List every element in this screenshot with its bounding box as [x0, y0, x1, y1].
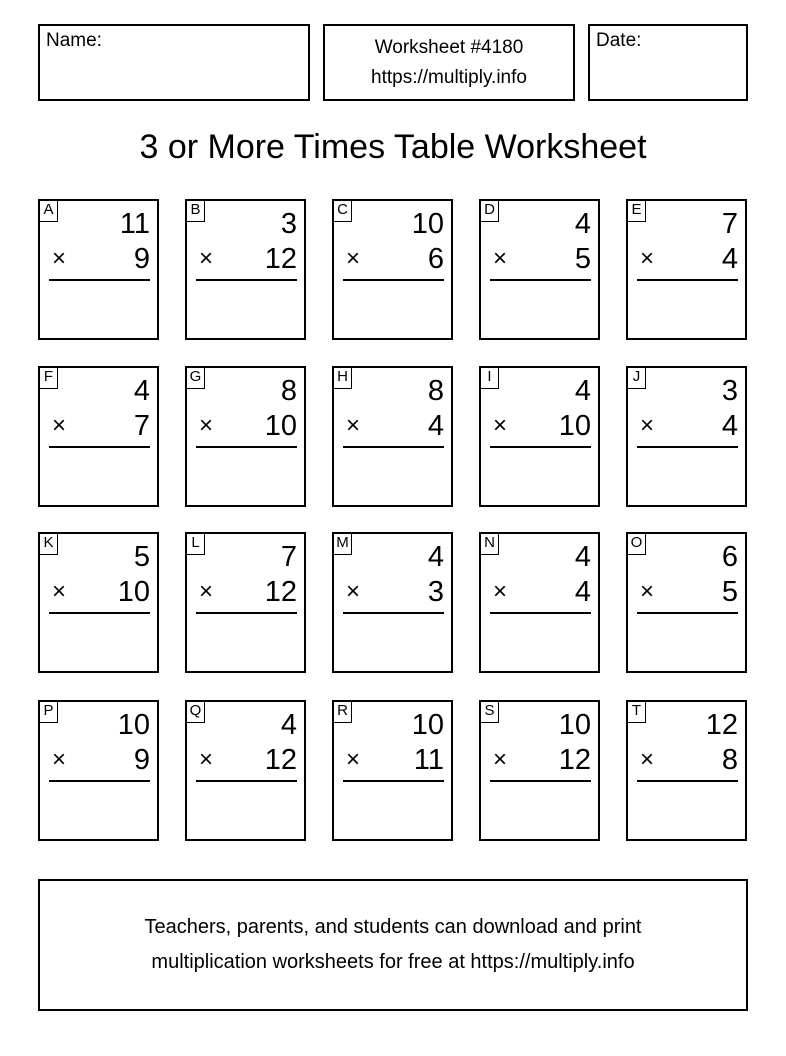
problem-letter: E	[627, 200, 646, 222]
multiply-sign: ×	[640, 746, 655, 773]
multiply-sign: ×	[493, 746, 508, 773]
multiplicand: 5	[133, 541, 150, 573]
problem-card[interactable]	[479, 532, 600, 673]
answer-line	[490, 612, 591, 614]
problem-letter: G	[186, 367, 205, 389]
multiplier: 10	[117, 576, 150, 608]
problem-letter: Q	[186, 701, 205, 723]
answer-line	[196, 279, 297, 281]
multiplier: 11	[413, 744, 444, 776]
problem-card[interactable]	[185, 199, 306, 340]
problem-card[interactable]	[185, 366, 306, 507]
problem-letter: L	[186, 533, 205, 555]
multiply-sign: ×	[493, 412, 508, 439]
multiplicand: 4	[574, 208, 591, 240]
answer-line	[49, 612, 150, 614]
problem-card[interactable]	[479, 700, 600, 841]
multiplier: 10	[558, 410, 591, 442]
multiplicand: 3	[721, 375, 738, 407]
problem-card[interactable]	[332, 532, 453, 673]
answer-line	[343, 780, 444, 782]
multiplier: 3	[427, 576, 444, 608]
problem-letter: D	[480, 200, 499, 222]
answer-line	[49, 780, 150, 782]
problem-card[interactable]	[332, 700, 453, 841]
multiplier: 8	[721, 744, 738, 776]
multiply-sign: ×	[640, 412, 655, 439]
multiplicand: 10	[411, 709, 444, 741]
name-label: Name:	[46, 30, 102, 51]
problem-card[interactable]	[626, 532, 747, 673]
multiply-sign: ×	[346, 245, 361, 272]
multiplier: 4	[427, 410, 444, 442]
footer-line-2: multiplication worksheets for free at https://multiply.info	[151, 951, 635, 973]
multiplier: 12	[264, 576, 297, 608]
date-field-box[interactable]	[588, 24, 748, 101]
multiplier: 4	[721, 243, 738, 275]
multiplier: 4	[574, 576, 591, 608]
problem-card[interactable]	[185, 532, 306, 673]
problem-card[interactable]	[626, 700, 747, 841]
multiplicand: 12	[705, 709, 738, 741]
problem-card[interactable]	[332, 199, 453, 340]
problem-letter: N	[480, 533, 499, 555]
problem-card[interactable]	[38, 199, 159, 340]
multiply-sign: ×	[52, 746, 67, 773]
answer-line	[637, 279, 738, 281]
problem-letter: I	[480, 367, 499, 389]
multiply-sign: ×	[346, 746, 361, 773]
multiplicand: 6	[721, 541, 738, 573]
problem-card[interactable]	[38, 532, 159, 673]
multiply-sign: ×	[52, 412, 67, 439]
multiply-sign: ×	[199, 245, 214, 272]
multiply-sign: ×	[199, 412, 214, 439]
answer-line	[196, 612, 297, 614]
multiplicand: 4	[280, 709, 297, 741]
name-field-box[interactable]	[38, 24, 310, 101]
multiplicand: 4	[427, 541, 444, 573]
problem-card[interactable]	[38, 366, 159, 507]
problem-card[interactable]	[332, 366, 453, 507]
multiplier: 12	[264, 744, 297, 776]
multiplier: 10	[264, 410, 297, 442]
multiplicand: 4	[574, 375, 591, 407]
answer-line	[196, 446, 297, 448]
problem-card[interactable]	[626, 199, 747, 340]
answer-line	[490, 279, 591, 281]
multiply-sign: ×	[640, 578, 655, 605]
multiplicand: 8	[427, 375, 444, 407]
problem-letter: F	[39, 367, 58, 389]
problem-card[interactable]	[185, 700, 306, 841]
multiplicand: 10	[117, 709, 150, 741]
worksheet-number: Worksheet #4180	[374, 37, 524, 58]
answer-line	[343, 279, 444, 281]
multiplier: 5	[574, 243, 591, 275]
problem-letter: M	[333, 533, 352, 555]
multiplier: 12	[264, 243, 297, 275]
multiply-sign: ×	[346, 578, 361, 605]
multiply-sign: ×	[493, 578, 508, 605]
multiplicand: 10	[411, 208, 444, 240]
multiply-sign: ×	[199, 746, 214, 773]
problem-card[interactable]	[479, 199, 600, 340]
answer-line	[343, 612, 444, 614]
multiplicand: 4	[574, 541, 591, 573]
problem-card[interactable]	[38, 700, 159, 841]
worksheet-url: https://multiply.info	[371, 67, 527, 88]
problem-letter: S	[480, 701, 499, 723]
problem-letter: C	[333, 200, 352, 222]
multiply-sign: ×	[640, 245, 655, 272]
answer-line	[490, 780, 591, 782]
multiplier: 9	[133, 744, 150, 776]
date-label: Date:	[596, 30, 642, 51]
multiplier: 7	[133, 410, 150, 442]
worksheet-title: 3 or More Times Table Worksheet	[139, 128, 647, 166]
answer-line	[637, 780, 738, 782]
multiplicand: 10	[558, 709, 591, 741]
footer-box	[38, 879, 748, 1011]
multiplier: 4	[721, 410, 738, 442]
problem-letter: T	[627, 701, 646, 723]
problem-letter: K	[39, 533, 58, 555]
multiplicand: 7	[280, 541, 297, 573]
problem-letter: P	[39, 701, 58, 723]
answer-line	[49, 279, 150, 281]
answer-line	[637, 612, 738, 614]
multiply-sign: ×	[52, 245, 67, 272]
multiplier: 6	[427, 243, 444, 275]
multiplicand: 8	[280, 375, 297, 407]
multiply-sign: ×	[346, 412, 361, 439]
problem-letter: A	[39, 200, 58, 222]
multiply-sign: ×	[199, 578, 214, 605]
multiplier: 9	[133, 243, 150, 275]
answer-line	[490, 446, 591, 448]
answer-line	[343, 446, 444, 448]
problem-letter: O	[627, 533, 646, 555]
multiply-sign: ×	[52, 578, 67, 605]
multiplicand: 7	[721, 208, 738, 240]
answer-line	[49, 446, 150, 448]
multiplier: 12	[558, 744, 591, 776]
problem-letter: R	[333, 701, 352, 723]
answer-line	[637, 446, 738, 448]
multiply-sign: ×	[493, 245, 508, 272]
worksheet-info-box	[323, 24, 575, 101]
problem-letter: B	[186, 200, 205, 222]
footer-line-1: Teachers, parents, and students can download and print	[144, 916, 642, 938]
multiplicand: 4	[133, 375, 150, 407]
problem-letter: J	[627, 367, 646, 389]
multiplicand: 11	[119, 208, 150, 240]
problem-card[interactable]	[626, 366, 747, 507]
problem-card[interactable]	[479, 366, 600, 507]
multiplicand: 3	[280, 208, 297, 240]
problem-letter: H	[333, 367, 352, 389]
multiplier: 5	[721, 576, 738, 608]
answer-line	[196, 780, 297, 782]
